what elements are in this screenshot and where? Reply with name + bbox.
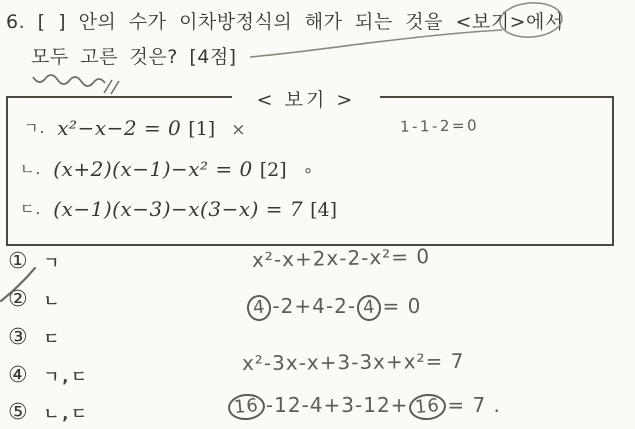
choice-label: ㄱ [43, 253, 63, 272]
handwritten-circled-value: 4 [246, 294, 273, 322]
double-tick-mark [104, 80, 119, 94]
choice-option-2-selected [8, 287, 62, 312]
item-label: ㄷ. [20, 200, 42, 218]
choice-label: ㄷ [43, 329, 63, 348]
handwritten-work-line3: x²-3x-x+3-3x+x²= 7 [241, 348, 465, 376]
handwritten-expression: = 7 . [447, 393, 501, 417]
bogi-item-d [20, 197, 337, 221]
circled-number: ④ [8, 363, 28, 388]
bogi-item-n [20, 157, 313, 181]
item-label: ㄱ. [24, 119, 46, 137]
bogi-item-g [24, 116, 245, 140]
choice-option-3 [8, 325, 62, 350]
item-formula: (x−1)(x−3)−x(3−x) = 7 [53, 197, 304, 221]
wavy-underline-mark [33, 75, 105, 86]
handwritten-work-line4 [227, 393, 501, 420]
choice-option-5 [8, 400, 90, 425]
question-text-line2: 모두 고른 것은? [4점] [31, 46, 237, 68]
item-formula: (x+2)(x−1)−x² = 0 [53, 157, 253, 181]
item-root-value: [4] [310, 199, 338, 221]
choice-label: ㄱ,ㄷ [43, 367, 90, 386]
bogi-box [6, 89, 614, 246]
handwritten-work-line1: x²-x+2x-2-x²= 0 [251, 244, 431, 272]
choice-label: ㄴ,ㄷ [43, 404, 90, 423]
circled-number: ③ [8, 325, 28, 350]
handwritten-work-line2 [246, 294, 421, 321]
circled-number: ② [8, 287, 28, 312]
item-label: ㄴ. [20, 160, 42, 178]
pencil-strike-line [250, 30, 502, 57]
bogi-box-title: < 보기 > [232, 85, 380, 112]
handwritten-expression: = 0 [382, 294, 422, 318]
handwritten-expression: -2+4-2- [272, 294, 357, 318]
item-formula: x²−x−2 = 0 [57, 116, 182, 140]
handwritten-expression: -12-4+3-12+ [265, 393, 409, 417]
choice-option-1 [8, 249, 62, 274]
handwritten-circled-value: 16 [227, 392, 266, 421]
item-root-value: [2] [259, 159, 287, 181]
handwritten-circle-mark: ∘ [302, 161, 314, 181]
question-text-line1: 6. [ ] 안의 수가 이차방정식의 해가 되는 것을 <보기>에서 [6, 11, 564, 33]
handwritten-cross-mark: × [231, 120, 246, 140]
handwritten-circled-value: 16 [408, 392, 447, 421]
handwritten-check-note: 1-1-2=0 [399, 116, 480, 136]
circled-number: ① [8, 249, 28, 274]
choice-option-4 [8, 363, 90, 388]
item-root-value: [1] [188, 118, 216, 140]
circled-number: ⑤ [8, 400, 28, 425]
handwritten-circled-value: 4 [356, 294, 383, 322]
choice-label: ㄴ [43, 291, 63, 310]
